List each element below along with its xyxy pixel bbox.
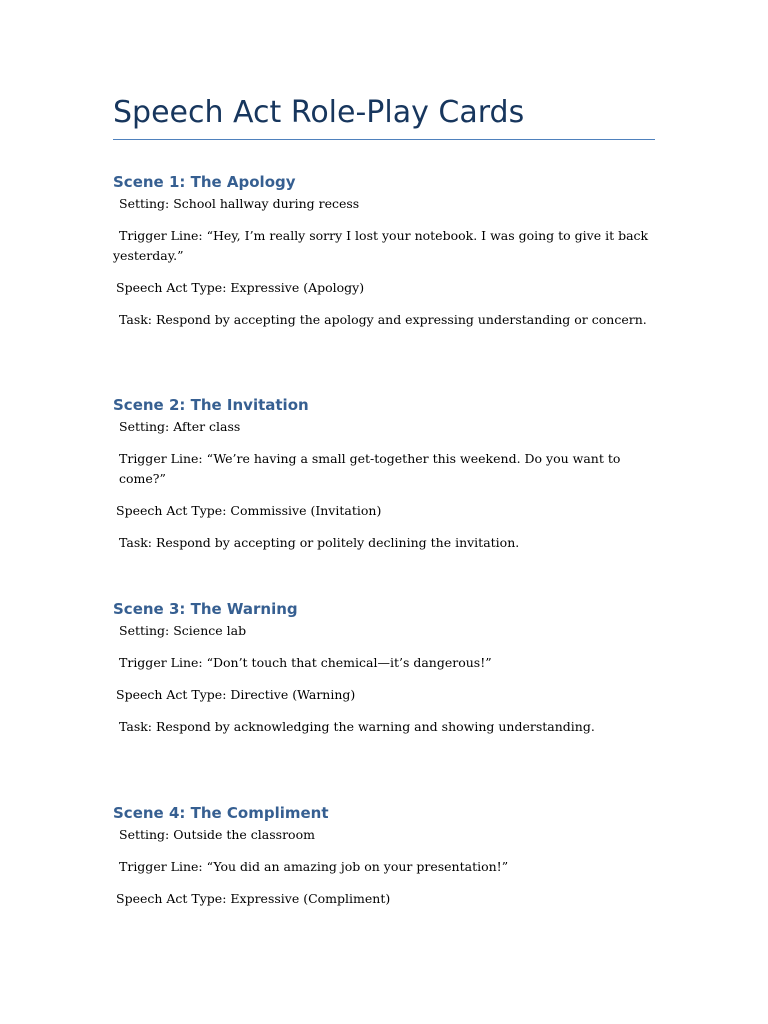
title-divider (113, 139, 655, 140)
scene-heading: Scene 3: The Warning (113, 600, 298, 618)
scene-setting: Setting: Science lab (119, 623, 247, 638)
scene-heading: Scene 4: The Compliment (113, 804, 329, 822)
scene-setting: Setting: Outside the classroom (119, 827, 315, 842)
scene-trigger-line: Trigger Line: “We’re having a small get-together this weekend. Do you want to come?” (119, 451, 621, 486)
scene-card-4 (113, 803, 655, 921)
scene-trigger-line: Trigger Line: “Don’t touch that chemical—it’s dangerous!” (119, 655, 492, 670)
scene-card-2 (113, 395, 655, 565)
scene-task: Task: Respond by acknowledging the warning and showing understanding. (119, 719, 595, 734)
scene-speech-act-type: Speech Act Type: Expressive (Apology) (116, 280, 365, 295)
scene-card-3 (113, 599, 655, 749)
scene-heading: Scene 2: The Invitation (113, 396, 309, 414)
scene-setting: Setting: School hallway during recess (119, 196, 360, 211)
scene-trigger-line: Trigger Line: “Hey, I’m really sorry I lost your notebook. I was going to give it back yesterday.” (113, 228, 649, 263)
scene-trigger-line: Trigger Line: “You did an amazing job on your presentation!” (119, 859, 509, 874)
scene-speech-act-type: Speech Act Type: Commissive (Invitation) (116, 503, 382, 518)
scene-card-1 (113, 172, 655, 342)
scene-speech-act-type: Speech Act Type: Directive (Warning) (116, 687, 356, 702)
scene-heading: Scene 1: The Apology (113, 173, 296, 191)
scene-task: Task: Respond by accepting or politely declining the invitation. (119, 535, 520, 550)
scene-speech-act-type: Speech Act Type: Expressive (Compliment) (116, 891, 391, 906)
scene-setting: Setting: After class (119, 419, 241, 434)
scene-task: Task: Respond by accepting the apology and expressing understanding or concern. (119, 312, 647, 327)
document-title: Speech Act Role-Play Cards (113, 95, 525, 130)
